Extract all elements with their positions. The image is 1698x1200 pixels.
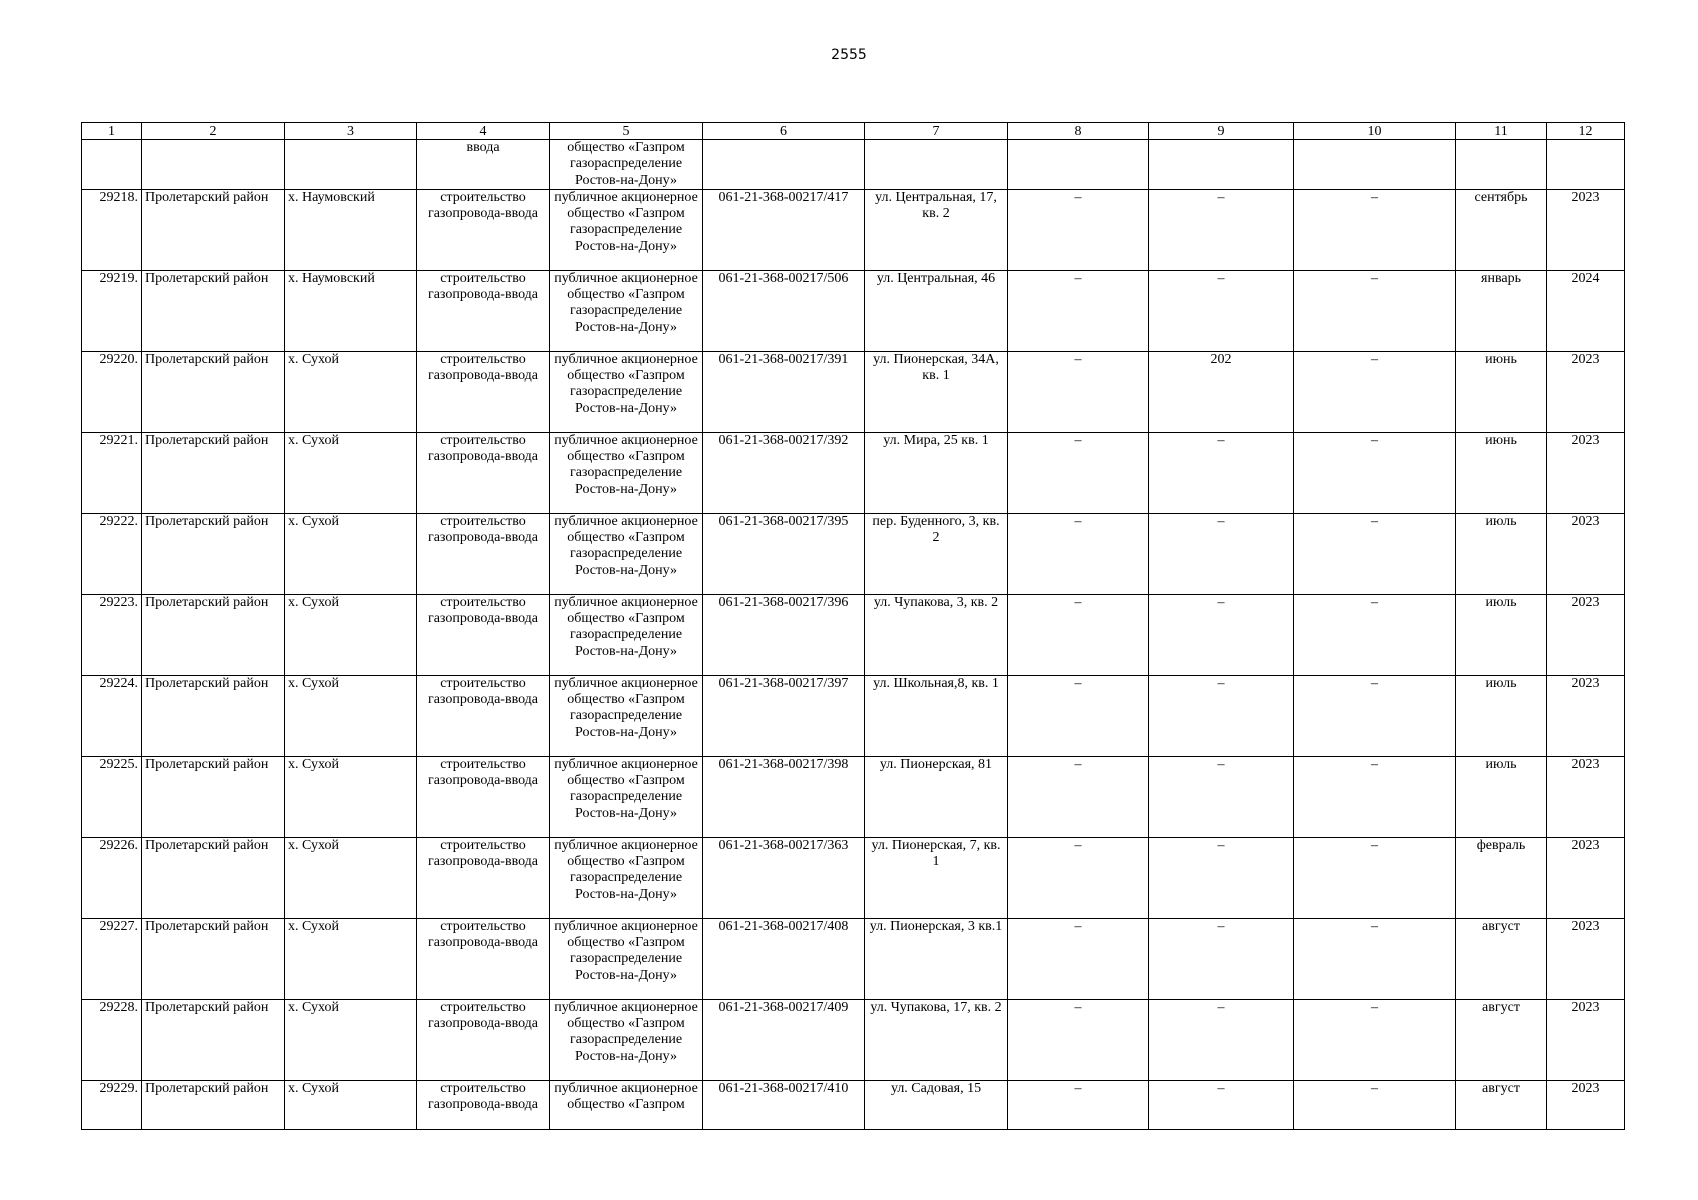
cell-code: 061-21-368-00217/391	[703, 351, 865, 432]
column-header: 3	[285, 123, 417, 140]
cell-address: ул. Центральная, 17, кв. 2	[865, 189, 1008, 270]
cell-month: сентябрь	[1456, 189, 1547, 270]
table-row	[82, 837, 1625, 918]
table-row	[82, 432, 1625, 513]
cell-month: июнь	[1456, 351, 1547, 432]
cell-locality: х. Наумовский	[285, 189, 417, 270]
cell-col10: –	[1294, 999, 1456, 1080]
cell-col9: –	[1149, 675, 1294, 756]
cell-year: 2023	[1547, 1080, 1625, 1129]
cell-address: ул. Садовая, 15	[865, 1080, 1008, 1129]
cell-col8: –	[1008, 189, 1149, 270]
cell-owner: публичное акционерное общество «Газпром газораспределение Ростов-на-Дону»	[550, 594, 703, 675]
cell-month: август	[1456, 918, 1547, 999]
table-row	[82, 270, 1625, 351]
cell-month: июль	[1456, 756, 1547, 837]
column-header: 10	[1294, 123, 1456, 140]
cell-district: Пролетарский район	[142, 270, 285, 351]
cell-purpose: строительство газопровода-ввода	[417, 837, 550, 918]
cell-col8: –	[1008, 837, 1149, 918]
cell-locality: х. Сухой	[285, 351, 417, 432]
cell-address: ул. Центральная, 46	[865, 270, 1008, 351]
cell-purpose: строительство газопровода-ввода	[417, 999, 550, 1080]
cell-owner: публичное акционерное общество «Газпром газораспределение Ростов-на-Дону»	[550, 756, 703, 837]
cell-code: 061-21-368-00217/398	[703, 756, 865, 837]
cell-empty	[865, 140, 1008, 190]
cell-owner: публичное акционерное общество «Газпром газораспределение Ростов-на-Дону»	[550, 270, 703, 351]
cell-purpose: строительство газопровода-ввода	[417, 513, 550, 594]
column-header: 6	[703, 123, 865, 140]
cell-number: 29222.	[82, 513, 142, 594]
cell-year: 2023	[1547, 513, 1625, 594]
cell-col8: –	[1008, 1080, 1149, 1129]
cell-code: 061-21-368-00217/363	[703, 837, 865, 918]
table-row	[82, 189, 1625, 270]
cell-district: Пролетарский район	[142, 189, 285, 270]
cell-number: 29219.	[82, 270, 142, 351]
table-row	[82, 513, 1625, 594]
cell-col10: –	[1294, 837, 1456, 918]
cell-locality: х. Сухой	[285, 675, 417, 756]
cell-number: 29220.	[82, 351, 142, 432]
cell-number: 29225.	[82, 756, 142, 837]
cell-year: 2023	[1547, 756, 1625, 837]
cell-locality: х. Сухой	[285, 837, 417, 918]
cell-empty	[142, 140, 285, 190]
cell-address: ул. Чупакова, 17, кв. 2	[865, 999, 1008, 1080]
column-header: 8	[1008, 123, 1149, 140]
cell-month: август	[1456, 999, 1547, 1080]
cell-district: Пролетарский район	[142, 756, 285, 837]
cell-col10: –	[1294, 513, 1456, 594]
table-row	[82, 999, 1625, 1080]
cell-code: 061-21-368-00217/396	[703, 594, 865, 675]
cell-month: август	[1456, 1080, 1547, 1129]
table-row	[82, 1080, 1625, 1129]
cell-locality: х. Сухой	[285, 1080, 417, 1129]
cell-number: 29229.	[82, 1080, 142, 1129]
cell-code: 061-21-368-00217/397	[703, 675, 865, 756]
cell-col9: 202	[1149, 351, 1294, 432]
cell-col10: –	[1294, 918, 1456, 999]
cell-number: 29228.	[82, 999, 142, 1080]
cell-number: 29224.	[82, 675, 142, 756]
cell-year: 2023	[1547, 675, 1625, 756]
cell-col9: –	[1149, 756, 1294, 837]
cell-year: 2023	[1547, 918, 1625, 999]
cell-purpose: строительство газопровода-ввода	[417, 1080, 550, 1129]
cell-code: 061-21-368-00217/392	[703, 432, 865, 513]
cell-col10: –	[1294, 351, 1456, 432]
cell-col10: –	[1294, 432, 1456, 513]
cell-number: 29227.	[82, 918, 142, 999]
cell-district: Пролетарский район	[142, 999, 285, 1080]
cell-code: 061-21-368-00217/395	[703, 513, 865, 594]
cell-owner: публичное акционерное общество «Газпром газораспределение Ростов-на-Дону»	[550, 513, 703, 594]
cell-col10: –	[1294, 189, 1456, 270]
cell-owner: общество «Газпром газораспределение Ростов-на-Дону»	[550, 140, 703, 190]
cell-locality: х. Сухой	[285, 594, 417, 675]
cell-address: ул. Чупакова, 3, кв. 2	[865, 594, 1008, 675]
cell-district: Пролетарский район	[142, 918, 285, 999]
cell-col9: –	[1149, 999, 1294, 1080]
cell-col8: –	[1008, 270, 1149, 351]
cell-district: Пролетарский район	[142, 513, 285, 594]
cell-purpose: строительство газопровода-ввода	[417, 918, 550, 999]
cell-purpose: строительство газопровода-ввода	[417, 756, 550, 837]
cell-year: 2023	[1547, 432, 1625, 513]
cell-year: 2023	[1547, 594, 1625, 675]
cell-owner: публичное акционерное общество «Газпром газораспределение Ростов-на-Дону»	[550, 918, 703, 999]
cell-col9: –	[1149, 432, 1294, 513]
page-number: 2555	[831, 47, 867, 63]
cell-number: 29223.	[82, 594, 142, 675]
cell-address: ул. Пионерская, 7, кв. 1	[865, 837, 1008, 918]
cell-col10: –	[1294, 594, 1456, 675]
column-header: 11	[1456, 123, 1547, 140]
cell-col9: –	[1149, 918, 1294, 999]
cell-empty	[1008, 140, 1149, 190]
table-row	[82, 918, 1625, 999]
cell-address: ул. Пионерская, 34А, кв. 1	[865, 351, 1008, 432]
cell-month: июль	[1456, 594, 1547, 675]
cell-col8: –	[1008, 675, 1149, 756]
cell-code: 061-21-368-00217/409	[703, 999, 865, 1080]
cell-district: Пролетарский район	[142, 351, 285, 432]
cell-district: Пролетарский район	[142, 594, 285, 675]
column-header: 5	[550, 123, 703, 140]
cell-year: 2023	[1547, 351, 1625, 432]
cell-year: 2023	[1547, 837, 1625, 918]
table-row	[82, 594, 1625, 675]
cell-district: Пролетарский район	[142, 432, 285, 513]
cell-number: 29218.	[82, 189, 142, 270]
cell-code: 061-21-368-00217/417	[703, 189, 865, 270]
cell-col8: –	[1008, 999, 1149, 1080]
cell-col8: –	[1008, 756, 1149, 837]
table-row	[82, 675, 1625, 756]
cell-purpose: строительство газопровода-ввода	[417, 270, 550, 351]
cell-col9: –	[1149, 1080, 1294, 1129]
cell-year: 2023	[1547, 999, 1625, 1080]
cell-owner: публичное акционерное общество «Газпром газораспределение Ростов-на-Дону»	[550, 189, 703, 270]
column-header: 4	[417, 123, 550, 140]
table-row	[82, 756, 1625, 837]
column-header: 7	[865, 123, 1008, 140]
column-header-row	[82, 123, 1625, 140]
cell-purpose: строительство газопровода-ввода	[417, 675, 550, 756]
cell-empty	[1294, 140, 1456, 190]
cell-col8: –	[1008, 432, 1149, 513]
cell-col8: –	[1008, 918, 1149, 999]
cell-locality: х. Наумовский	[285, 270, 417, 351]
cell-district: Пролетарский район	[142, 675, 285, 756]
column-header: 9	[1149, 123, 1294, 140]
cell-year: 2023	[1547, 189, 1625, 270]
cell-code: 061-21-368-00217/410	[703, 1080, 865, 1129]
cell-owner: публичное акционерное общество «Газпром газораспределение Ростов-на-Дону»	[550, 675, 703, 756]
cell-purpose: строительство газопровода-ввода	[417, 189, 550, 270]
cell-col8: –	[1008, 513, 1149, 594]
cell-code: 061-21-368-00217/408	[703, 918, 865, 999]
cell-owner: публичное акционерное общество «Газпром газораспределение Ростов-на-Дону»	[550, 837, 703, 918]
cell-month: февраль	[1456, 837, 1547, 918]
cell-address: пер. Буденного, 3, кв. 2	[865, 513, 1008, 594]
cell-col9: –	[1149, 594, 1294, 675]
cell-locality: х. Сухой	[285, 918, 417, 999]
cell-month: январь	[1456, 270, 1547, 351]
cell-address: ул. Мира, 25 кв. 1	[865, 432, 1008, 513]
cell-empty	[1149, 140, 1294, 190]
cell-month: июнь	[1456, 432, 1547, 513]
cell-col8: –	[1008, 594, 1149, 675]
cell-empty	[82, 140, 142, 190]
cell-address: ул. Пионерская, 81	[865, 756, 1008, 837]
cell-owner: публичное акционерное общество «Газпром	[550, 1080, 703, 1129]
cell-col10: –	[1294, 270, 1456, 351]
table-body	[82, 123, 1625, 1130]
cell-code: 061-21-368-00217/506	[703, 270, 865, 351]
table-row	[82, 351, 1625, 432]
cell-purpose: строительство газопровода-ввода	[417, 432, 550, 513]
cell-empty	[285, 140, 417, 190]
cell-district: Пролетарский район	[142, 1080, 285, 1129]
cell-owner: публичное акционерное общество «Газпром газораспределение Ростов-на-Дону»	[550, 999, 703, 1080]
cell-locality: х. Сухой	[285, 513, 417, 594]
cell-locality: х. Сухой	[285, 432, 417, 513]
cell-locality: х. Сухой	[285, 756, 417, 837]
cell-month: июль	[1456, 675, 1547, 756]
cell-purpose: строительство газопровода-ввода	[417, 351, 550, 432]
cell-empty	[1456, 140, 1547, 190]
cell-district: Пролетарский район	[142, 837, 285, 918]
column-header: 1	[82, 123, 142, 140]
cell-owner: публичное акционерное общество «Газпром газораспределение Ростов-на-Дону»	[550, 432, 703, 513]
cell-number: 29226.	[82, 837, 142, 918]
continuation-row	[82, 140, 1625, 190]
cell-year: 2024	[1547, 270, 1625, 351]
cell-address: ул. Школьная,8, кв. 1	[865, 675, 1008, 756]
column-header: 2	[142, 123, 285, 140]
cell-empty	[703, 140, 865, 190]
cell-col9: –	[1149, 270, 1294, 351]
cell-purpose: ввода	[417, 140, 550, 190]
cell-col10: –	[1294, 756, 1456, 837]
cell-address: ул. Пионерская, 3 кв.1	[865, 918, 1008, 999]
cell-col10: –	[1294, 1080, 1456, 1129]
cell-col9: –	[1149, 837, 1294, 918]
data-table	[81, 122, 1625, 1130]
cell-owner: публичное акционерное общество «Газпром газораспределение Ростов-на-Дону»	[550, 351, 703, 432]
cell-number: 29221.	[82, 432, 142, 513]
cell-col10: –	[1294, 675, 1456, 756]
cell-purpose: строительство газопровода-ввода	[417, 594, 550, 675]
cell-locality: х. Сухой	[285, 999, 417, 1080]
column-header: 12	[1547, 123, 1625, 140]
cell-col8: –	[1008, 351, 1149, 432]
cell-col9: –	[1149, 189, 1294, 270]
cell-col9: –	[1149, 513, 1294, 594]
cell-month: июль	[1456, 513, 1547, 594]
cell-empty	[1547, 140, 1625, 190]
